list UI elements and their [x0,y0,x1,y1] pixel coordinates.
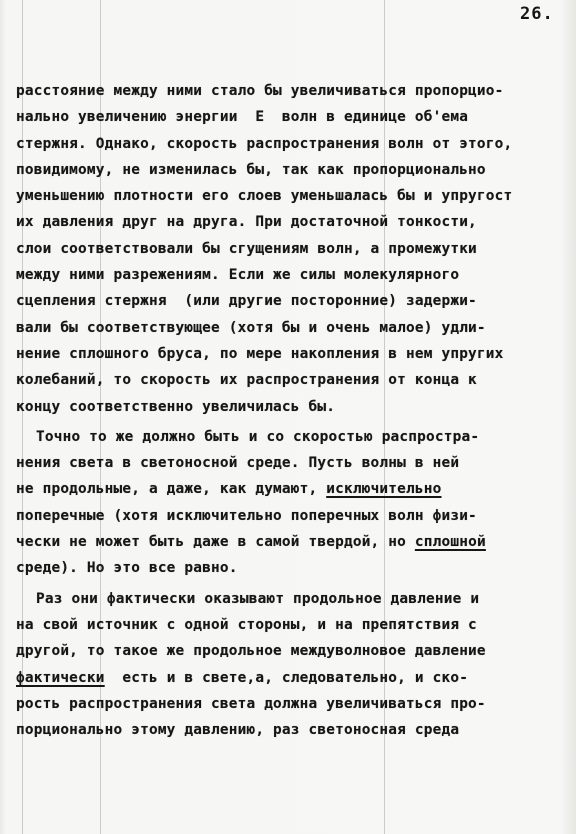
text-line: среде). Но это все равно. [16,560,238,577]
text-line: сцепления стержня (или другие посторонние) задержи- [16,293,477,310]
text-line: нение сплошного бруса, по мере накопления в нем упругих [16,345,504,362]
underlined-word: фактически [16,669,105,686]
text-line: нально увеличению энергии Е волн в единице об'ема [16,109,469,126]
text-line: их давления друг на друга. При достаточной тонкости, [16,214,477,231]
text-line: стержня. Однако, скорость распространения волн от этого, [16,135,513,152]
paragraph-3 [16,586,576,744]
text-line: порционально этому давлению, раз светоносная среда [16,722,460,739]
paragraph-2 [16,424,576,582]
text-line: Раз они фактически оказывают продольное давление и [36,590,480,607]
text-line: Точно то же должно быть и со скоростью распростра- [36,428,480,445]
document-body [16,78,576,743]
text-line: концу соответственно увеличилась бы. [16,398,336,415]
text-line [16,476,576,502]
text-line: другой, то такое же продольное междуволновое давление [16,643,486,660]
page-number: 26. [520,4,554,24]
text-line: уменьшению плотности его слоев уменьшалась бы и упругост [16,188,513,205]
text-segment: не продольные, а даже, как думают, [16,481,327,498]
text-line: расстояние между ними стало бы увеличиваться пропорцио- [16,83,504,99]
text-line: между ними разрежениям. Если же силы молекулярного [16,267,460,284]
text-line: на свой источник с одной стороны, и на препятствия с [16,616,477,633]
text-segment: есть и в свете,а, следовательно, и ско- [104,669,469,686]
text-line: нения света в светоносной среде. Пусть волны в ней [16,455,460,472]
underlined-word: сплошной [414,534,486,551]
underlined-word: исключительно [326,481,442,498]
text-line [16,665,576,691]
paragraph-1 [16,78,576,420]
text-line: вали бы соответствующее (хотя бы и очень малое) удли- [16,319,486,336]
text-line: поперечные (хотя исключительно поперечных волн физи- [16,507,477,524]
text-line: рость распространения света должна увеличиваться про- [16,695,486,712]
text-line: повидимому, не изменилась бы, так как пропорционально [16,161,486,178]
text-line [16,529,576,555]
text-line: слои соответствовали бы сгущениям волн, а промежутки [16,240,477,257]
text-segment: чески не может быть даже в самой твердой, но [16,534,415,551]
text-line: колебаний, то скорость их распространения от конца к [16,372,477,389]
